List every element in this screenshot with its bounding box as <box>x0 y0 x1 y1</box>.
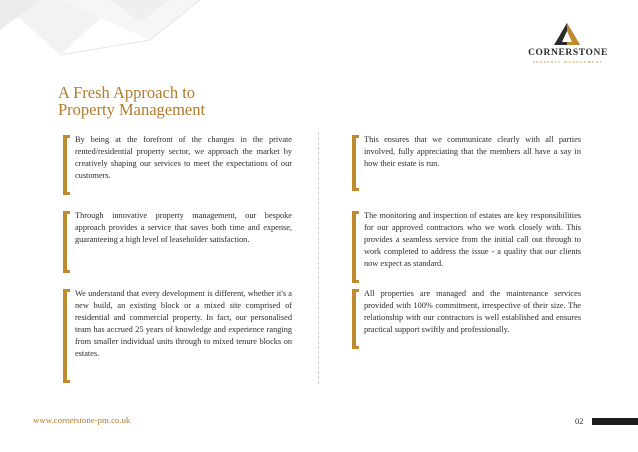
left-bracket-icon <box>58 134 72 196</box>
footer-url-link[interactable]: www.cornerstone-pm.co.uk <box>33 415 131 425</box>
right-block-3-text: All properties are managed and the maintenance services provided with 100% commitment, irrespective of their size. The relationship with our contractors is well established and ensures practical support swiftly and professionally. <box>364 289 581 334</box>
left-block-2 <box>58 210 292 274</box>
cornerstone-triangle-logo-icon <box>552 22 582 46</box>
page-number: 02 <box>575 416 584 426</box>
left-block-1 <box>58 134 292 196</box>
left-bracket-icon <box>347 288 361 350</box>
right-block-3 <box>347 288 581 350</box>
column-divider <box>318 132 319 384</box>
right-block-1-text: This ensures that we communicate clearly with all parties involved, fully appreciating that the members all have a say in how their estate is run. <box>364 135 581 168</box>
left-bracket-icon <box>347 134 361 192</box>
left-block-3 <box>58 288 292 384</box>
left-bracket-icon <box>58 288 72 384</box>
right-block-2-text: The monitoring and inspection of estates are key responsibilities for our approved contractors who we work closely with. This provides a seamless service from the initial call out through to work completed to address the issue - a quality that our clients now expect as standard. <box>364 211 581 268</box>
left-block-2-text: Through innovative property management, our bespoke approach provides a service that saves both time and expense, guaranteeing a high level of leaseholder satisfaction. <box>75 211 292 244</box>
left-block-3-text: We understand that every development is different, whether it's a new build, an existing block or a mixed site comprised of residential and commercial property. In fact, our personalised team has accrued 25 years of knowledge and experience ranging from smaller individual units through to mixed tenure blocks on estates. <box>75 289 292 358</box>
right-block-2 <box>347 210 581 284</box>
page-title-line-1: A Fresh Approach to <box>58 83 196 102</box>
left-bracket-icon <box>58 210 72 274</box>
logo-tagline: PROPERTY MANAGEMENT <box>532 60 604 64</box>
logo-name: CORNERSTONE <box>528 48 608 58</box>
corner-decoration <box>0 0 240 80</box>
logo <box>518 22 618 66</box>
page-title <box>58 84 258 118</box>
right-block-1 <box>347 134 581 192</box>
page-title-line-2: Property Management <box>58 100 206 119</box>
left-bracket-icon <box>347 210 361 284</box>
page-number-bar <box>592 418 638 425</box>
left-block-1-text: By being at the forefront of the changes in the private rented/residential property sector, we approach the market by creatively shaping our services to meet the expectations of our customers. <box>75 135 292 180</box>
